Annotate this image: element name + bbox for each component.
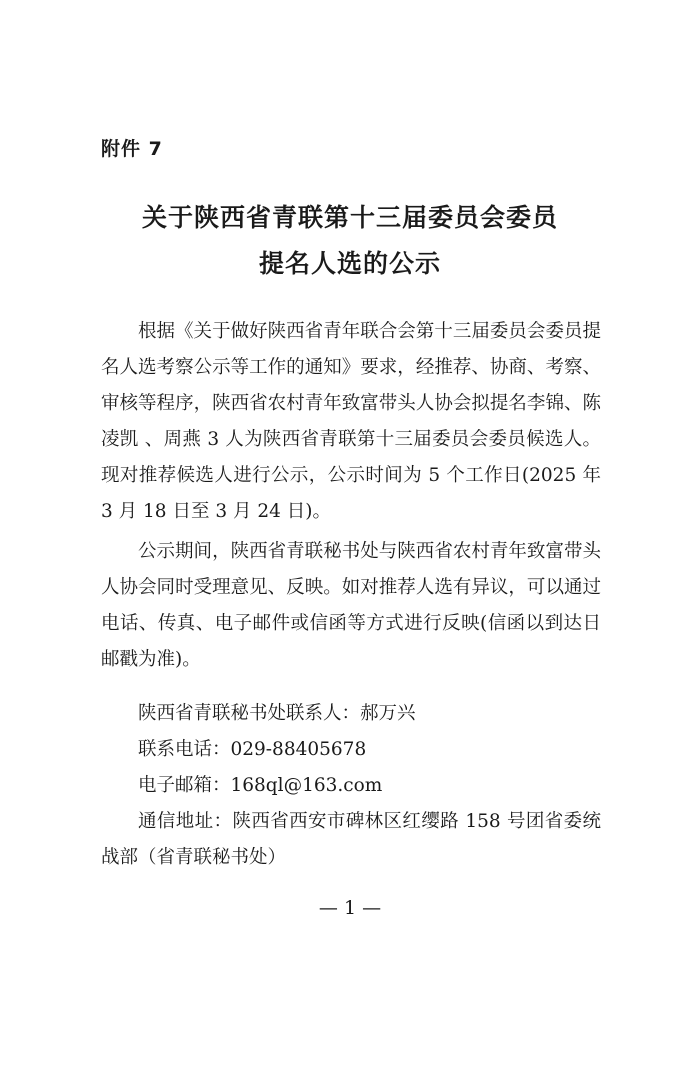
contact-block	[101, 696, 601, 876]
contact-email: 电子邮箱：168ql@163.com	[138, 775, 383, 796]
contact-phone: 联系电话：029-88405678	[138, 739, 367, 760]
body-paragraph-2: 公示期间，陕西省青联秘书处与陕西省农村青年致富带头人协会同时受理意见、反映。如对推荐人选有异议，可以通过电话、传真、电子邮件或信函等方式进行反映(信函以到达日邮戳为准)。	[101, 541, 601, 670]
attachment-label: 附件 7	[101, 138, 163, 160]
contact-person: 陕西省青联秘书处联系人：郝万兴	[138, 703, 416, 724]
document-title-line-2: 提名人选的公示	[258, 249, 441, 278]
body-paragraph-1: 根据《关于做好陕西省青年联合会第十三届委员会委员提名人选考察公示等工作的通知》要求，经推荐、协商、考察、审核等程序，陕西省农村青年致富带头人协会拟提名李锦、陈凌凯 、周燕 3 人为陕西省青联第十三届委员会委员候选人。现对推荐候选人进行公示，公示时间为 5 个工作日(2025 年 3 月 18 日至 3 月 24 日)。	[101, 321, 601, 522]
document-title-line-1: 关于陕西省青联第十三届委员会委员	[141, 203, 558, 232]
contact-address: 通信地址：陕西省西安市碑林区红缨路 158 号团省委统战部（省青联秘书处）	[101, 811, 601, 868]
page-number: — 1 —	[318, 897, 382, 919]
